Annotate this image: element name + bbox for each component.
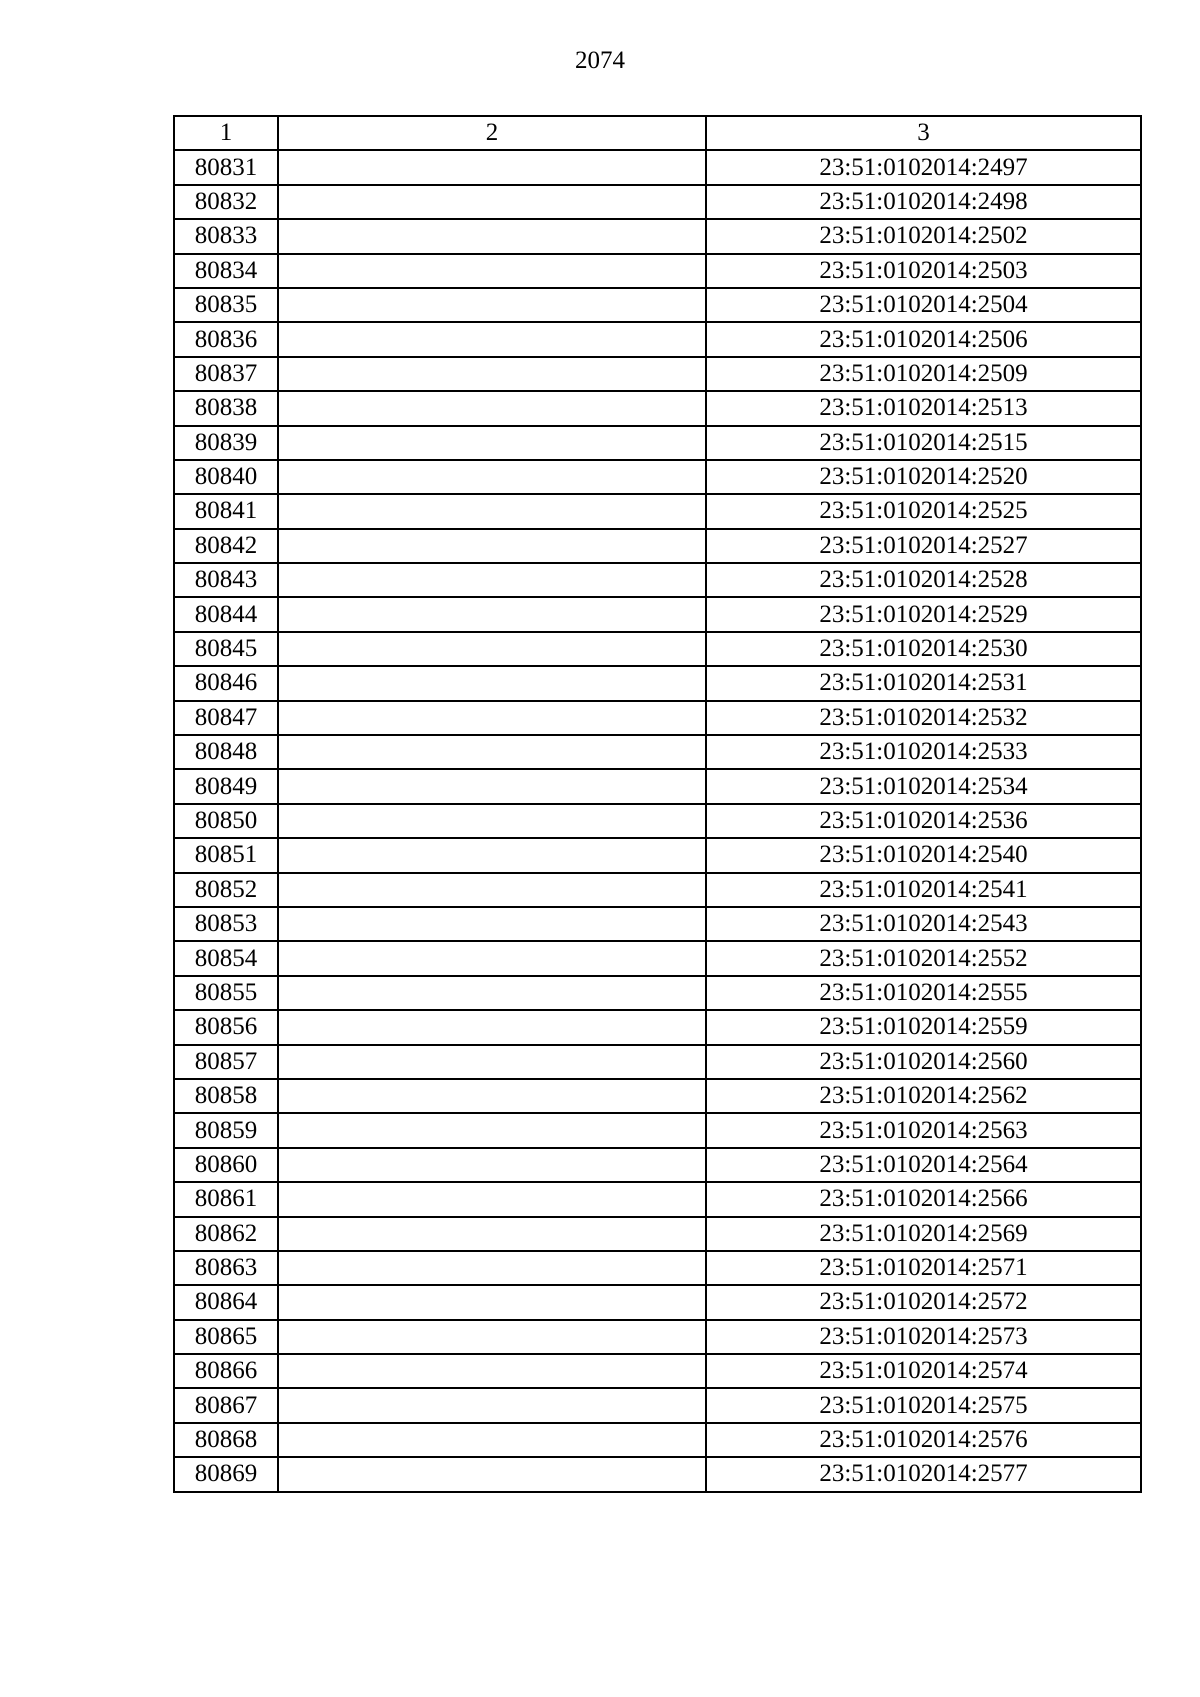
cadastral-number-cell: 23:51:0102014:2532	[706, 701, 1141, 735]
empty-cell	[278, 1320, 706, 1354]
cadastral-number-cell: 23:51:0102014:2560	[706, 1045, 1141, 1079]
row-number-cell: 80865	[174, 1320, 278, 1354]
empty-cell	[278, 873, 706, 907]
table-row	[174, 1457, 1141, 1491]
empty-cell	[278, 804, 706, 838]
row-number-cell: 80866	[174, 1354, 278, 1388]
row-number-cell: 80863	[174, 1251, 278, 1285]
table-row	[174, 1354, 1141, 1388]
row-number-cell: 80861	[174, 1182, 278, 1216]
cadastral-number-cell: 23:51:0102014:2509	[706, 357, 1141, 391]
cadastral-number-cell: 23:51:0102014:2530	[706, 632, 1141, 666]
cadastral-number-cell: 23:51:0102014:2534	[706, 769, 1141, 803]
table-row	[174, 666, 1141, 700]
table-row	[174, 1251, 1141, 1285]
cadastral-number-cell: 23:51:0102014:2541	[706, 873, 1141, 907]
row-number-cell: 80834	[174, 254, 278, 288]
table-header	[174, 116, 1141, 150]
empty-cell	[278, 838, 706, 872]
cadastral-number-cell: 23:51:0102014:2569	[706, 1217, 1141, 1251]
empty-cell	[278, 701, 706, 735]
table-row	[174, 1285, 1141, 1319]
row-number-cell: 80842	[174, 529, 278, 563]
cadastral-number-cell: 23:51:0102014:2572	[706, 1285, 1141, 1319]
table-row	[174, 701, 1141, 735]
cadastral-number-cell: 23:51:0102014:2513	[706, 391, 1141, 425]
table-row	[174, 735, 1141, 769]
empty-cell	[278, 1148, 706, 1182]
page-number: 2074	[575, 47, 625, 74]
empty-cell	[278, 219, 706, 253]
cadastral-number-cell: 23:51:0102014:2529	[706, 597, 1141, 631]
cadastral-number-cell: 23:51:0102014:2502	[706, 219, 1141, 253]
table-row	[174, 494, 1141, 528]
empty-cell	[278, 357, 706, 391]
cadastral-number-cell: 23:51:0102014:2498	[706, 185, 1141, 219]
table-row	[174, 1217, 1141, 1251]
empty-cell	[278, 597, 706, 631]
header-row	[174, 116, 1141, 150]
cadastral-number-cell: 23:51:0102014:2503	[706, 254, 1141, 288]
empty-cell	[278, 1217, 706, 1251]
cadastral-number-cell: 23:51:0102014:2576	[706, 1423, 1141, 1457]
cadastral-number-cell: 23:51:0102014:2506	[706, 322, 1141, 356]
row-number-cell: 80856	[174, 1010, 278, 1044]
row-number-cell: 80846	[174, 666, 278, 700]
empty-cell	[278, 941, 706, 975]
registry-table	[173, 115, 1142, 1493]
cadastral-number-cell: 23:51:0102014:2536	[706, 804, 1141, 838]
row-number-cell: 80835	[174, 288, 278, 322]
cadastral-number-cell: 23:51:0102014:2573	[706, 1320, 1141, 1354]
table-row	[174, 391, 1141, 425]
table-row	[174, 597, 1141, 631]
table-row	[174, 150, 1141, 184]
empty-cell	[278, 426, 706, 460]
empty-cell	[278, 563, 706, 597]
row-number-cell: 80858	[174, 1079, 278, 1113]
empty-cell	[278, 391, 706, 425]
empty-cell	[278, 494, 706, 528]
row-number-cell: 80848	[174, 735, 278, 769]
table-row	[174, 1423, 1141, 1457]
empty-cell	[278, 322, 706, 356]
table-row	[174, 219, 1141, 253]
table-row	[174, 563, 1141, 597]
table-row	[174, 769, 1141, 803]
empty-cell	[278, 1423, 706, 1457]
row-number-cell: 80867	[174, 1388, 278, 1422]
row-number-cell: 80857	[174, 1045, 278, 1079]
empty-cell	[278, 1113, 706, 1147]
cadastral-number-cell: 23:51:0102014:2525	[706, 494, 1141, 528]
cadastral-number-cell: 23:51:0102014:2552	[706, 941, 1141, 975]
empty-cell	[278, 254, 706, 288]
empty-cell	[278, 735, 706, 769]
empty-cell	[278, 529, 706, 563]
table-row	[174, 529, 1141, 563]
cadastral-number-cell: 23:51:0102014:2504	[706, 288, 1141, 322]
row-number-cell: 80836	[174, 322, 278, 356]
column-header-2: 2	[278, 116, 706, 150]
table-row	[174, 185, 1141, 219]
row-number-cell: 80853	[174, 907, 278, 941]
empty-cell	[278, 632, 706, 666]
cadastral-number-cell: 23:51:0102014:2540	[706, 838, 1141, 872]
table-row	[174, 976, 1141, 1010]
empty-cell	[278, 1182, 706, 1216]
empty-cell	[278, 1285, 706, 1319]
cadastral-number-cell: 23:51:0102014:2571	[706, 1251, 1141, 1285]
cadastral-number-cell: 23:51:0102014:2577	[706, 1457, 1141, 1491]
row-number-cell: 80860	[174, 1148, 278, 1182]
row-number-cell: 80869	[174, 1457, 278, 1491]
table-row	[174, 322, 1141, 356]
cadastral-number-cell: 23:51:0102014:2566	[706, 1182, 1141, 1216]
row-number-cell: 80862	[174, 1217, 278, 1251]
cadastral-number-cell: 23:51:0102014:2562	[706, 1079, 1141, 1113]
cadastral-number-cell: 23:51:0102014:2531	[706, 666, 1141, 700]
row-number-cell: 80850	[174, 804, 278, 838]
row-number-cell: 80841	[174, 494, 278, 528]
empty-cell	[278, 1457, 706, 1491]
row-number-cell: 80864	[174, 1285, 278, 1319]
row-number-cell: 80851	[174, 838, 278, 872]
row-number-cell: 80855	[174, 976, 278, 1010]
row-number-cell: 80837	[174, 357, 278, 391]
row-number-cell: 80840	[174, 460, 278, 494]
cadastral-number-cell: 23:51:0102014:2543	[706, 907, 1141, 941]
row-number-cell: 80859	[174, 1113, 278, 1147]
row-number-cell: 80838	[174, 391, 278, 425]
row-number-cell: 80831	[174, 150, 278, 184]
empty-cell	[278, 769, 706, 803]
empty-cell	[278, 1010, 706, 1044]
cadastral-number-cell: 23:51:0102014:2515	[706, 426, 1141, 460]
table-row	[174, 838, 1141, 872]
empty-cell	[278, 1251, 706, 1285]
row-number-cell: 80832	[174, 185, 278, 219]
table-row	[174, 1148, 1141, 1182]
column-header-3: 3	[706, 116, 1141, 150]
row-number-cell: 80844	[174, 597, 278, 631]
table-row	[174, 632, 1141, 666]
cadastral-number-cell: 23:51:0102014:2559	[706, 1010, 1141, 1044]
cadastral-number-cell: 23:51:0102014:2533	[706, 735, 1141, 769]
cadastral-number-cell: 23:51:0102014:2575	[706, 1388, 1141, 1422]
empty-cell	[278, 1388, 706, 1422]
table-row	[174, 460, 1141, 494]
empty-cell	[278, 150, 706, 184]
row-number-cell: 80833	[174, 219, 278, 253]
empty-cell	[278, 1045, 706, 1079]
table-row	[174, 288, 1141, 322]
table-row	[174, 1010, 1141, 1044]
table-row	[174, 1113, 1141, 1147]
row-number-cell: 80852	[174, 873, 278, 907]
row-number-cell: 80868	[174, 1423, 278, 1457]
empty-cell	[278, 185, 706, 219]
cadastral-number-cell: 23:51:0102014:2520	[706, 460, 1141, 494]
empty-cell	[278, 460, 706, 494]
table-body	[174, 150, 1141, 1491]
table-row	[174, 357, 1141, 391]
column-header-1: 1	[174, 116, 278, 150]
cadastral-number-cell: 23:51:0102014:2574	[706, 1354, 1141, 1388]
empty-cell	[278, 666, 706, 700]
empty-cell	[278, 1079, 706, 1113]
table-row	[174, 254, 1141, 288]
empty-cell	[278, 907, 706, 941]
row-number-cell: 80854	[174, 941, 278, 975]
row-number-cell: 80849	[174, 769, 278, 803]
table-row	[174, 1320, 1141, 1354]
empty-cell	[278, 288, 706, 322]
row-number-cell: 80845	[174, 632, 278, 666]
table-row	[174, 873, 1141, 907]
empty-cell	[278, 976, 706, 1010]
cadastral-number-cell: 23:51:0102014:2528	[706, 563, 1141, 597]
row-number-cell: 80847	[174, 701, 278, 735]
empty-cell	[278, 1354, 706, 1388]
cadastral-number-cell: 23:51:0102014:2555	[706, 976, 1141, 1010]
table-row	[174, 941, 1141, 975]
cadastral-number-cell: 23:51:0102014:2563	[706, 1113, 1141, 1147]
cadastral-number-cell: 23:51:0102014:2564	[706, 1148, 1141, 1182]
table-row	[174, 1182, 1141, 1216]
cadastral-number-cell: 23:51:0102014:2527	[706, 529, 1141, 563]
table-row	[174, 426, 1141, 460]
cadastral-number-cell: 23:51:0102014:2497	[706, 150, 1141, 184]
row-number-cell: 80843	[174, 563, 278, 597]
table-row	[174, 1045, 1141, 1079]
table-row	[174, 1388, 1141, 1422]
table-row	[174, 1079, 1141, 1113]
table-row	[174, 804, 1141, 838]
table-row	[174, 907, 1141, 941]
row-number-cell: 80839	[174, 426, 278, 460]
